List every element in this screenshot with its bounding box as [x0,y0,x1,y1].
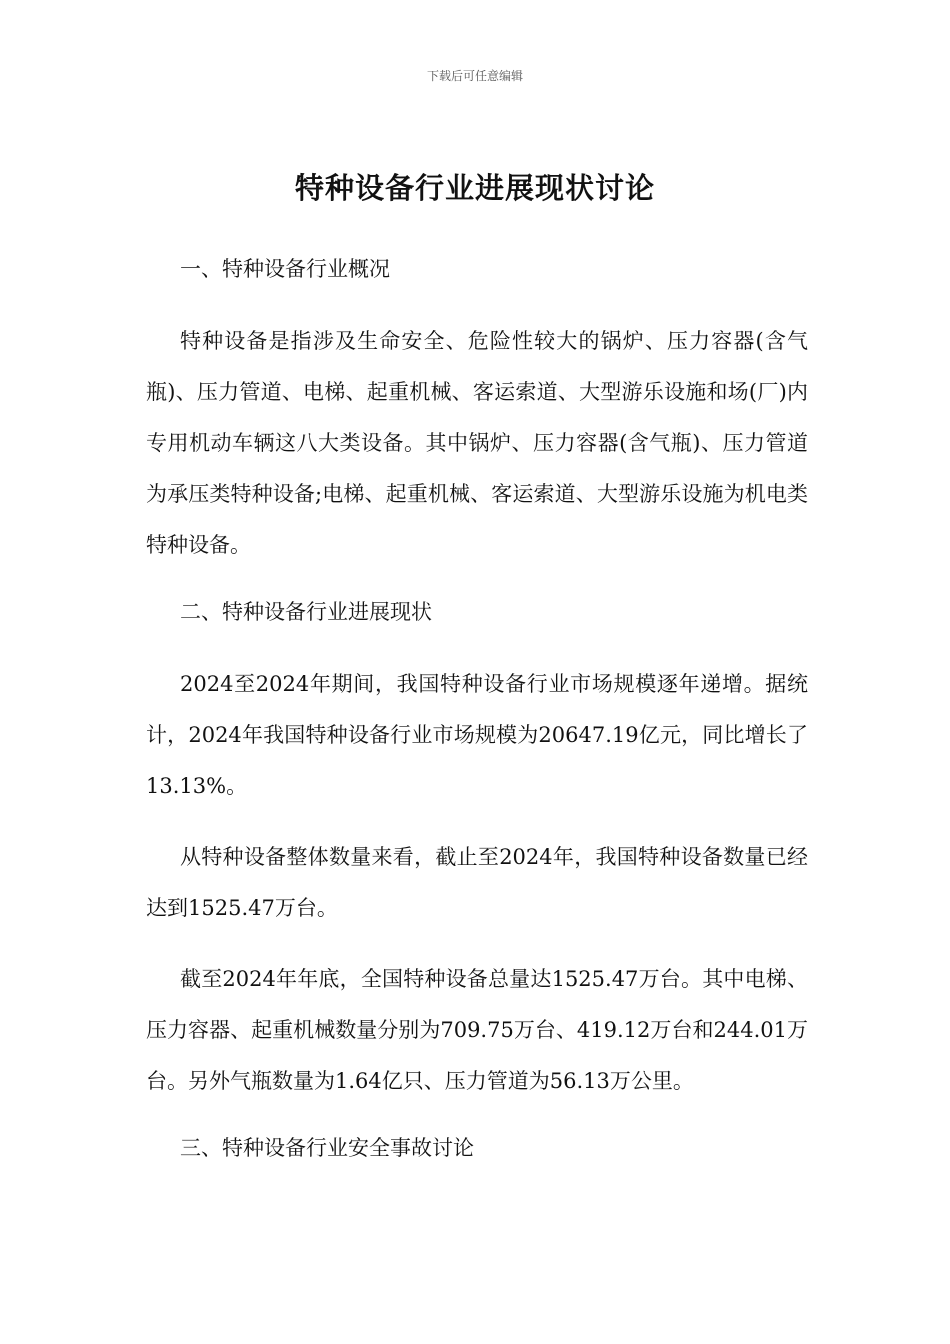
paragraph-equipment-count: 从特种设备整体数量来看，截止至2024年，我国特种设备数量已经达到1525.47万台。 [146,845,808,920]
section-heading-status: 二、特种设备行业进展现状 [180,600,432,624]
section-heading-overview: 一、特种设备行业概况 [180,257,390,281]
header-note: 下载后可任意编辑 [426,69,523,83]
paragraph-market-size: 2024至2024年期间，我国特种设备行业市场规模逐年递增。据统计，2024年我国特种设备行业市场规模为20647.19亿元，同比增长了13.13%。 [146,672,808,798]
paragraph-equipment-breakdown: 截至2024年年底，全国特种设备总量达1525.47万台。其中电梯、压力容器、起重机械数量分别为709.75万台、419.12万台和244.01万台。另外气瓶数量为1.64亿只、压力管道为56.13万公里。 [146,967,808,1093]
section-heading-accidents: 三、特种设备行业安全事故讨论 [180,1136,474,1160]
document-title: 特种设备行业进展现状讨论 [294,171,655,205]
document-body [146,248,808,1195]
paragraph-definition: 特种设备是指涉及生命安全、危险性较大的锅炉、压力容器(含气瓶)、压力管道、电梯、起重机械、客运索道、大型游乐设施和场(厂)内专用机动车辆这八大类设备。其中锅炉、压力容器(含气瓶)、压力管道为承压类特种设备;电梯、起重机械、客运索道、大型游乐设施为机电类特种设备。 [146,329,808,557]
